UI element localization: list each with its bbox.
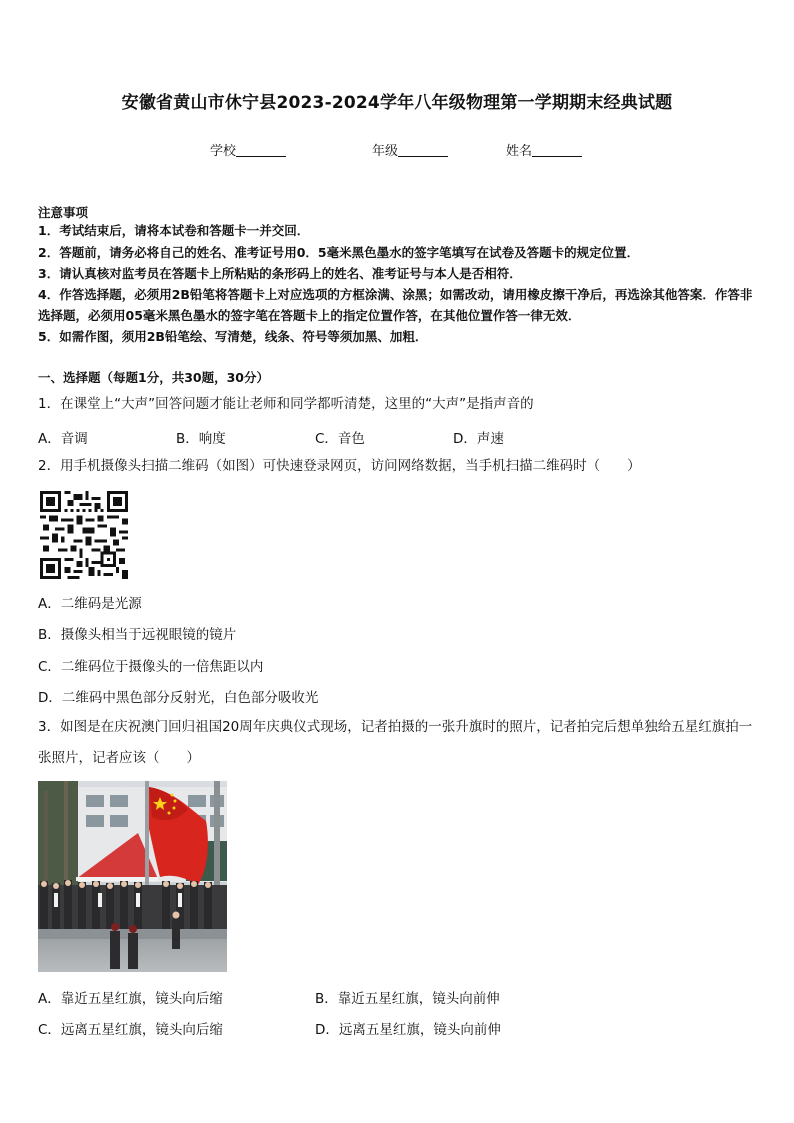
- note-item: 1．考试结束后，请将本试卷和答题卡一并交回．: [38, 223, 310, 238]
- q2-option-b: B．摄像头相当于远视眼镜的镜片: [38, 627, 237, 643]
- grade-blank: [398, 144, 448, 157]
- grade-field: [372, 140, 448, 159]
- q2-option-c: C．二维码位于摄像头的一倍焦距以内: [38, 659, 264, 675]
- notes-heading: 注意事项: [38, 205, 89, 220]
- note-item: 5．如需作图，须用2B铅笔绘、写清楚，线条、符号等须加黑、加粗．: [38, 329, 428, 344]
- name-blank: [532, 144, 582, 157]
- page-title: 安徽省黄山市休宁县2023-2024学年八年级物理第一学期期末经典试题: [121, 93, 673, 113]
- q1-option-b: B．响度: [176, 431, 226, 447]
- qr-code-image: [40, 491, 128, 579]
- note-item: 4．作答选择题，必须用2B铅笔将答题卡上对应选项的方框涂满、涂黑；如需改动，请用橡皮擦干净后，再选涂其他答案．作答非选择题，必须用05毫米黑色墨水的签字笔在答题卡上的指定位置作答，在其他位置作答一律无效．: [38, 287, 753, 323]
- flag-raising-photo: [38, 781, 227, 972]
- q3-option-a: A．靠近五星红旗，镜头向后缩: [38, 991, 223, 1007]
- q3-option-b: B．靠近五星红旗，镜头向前伸: [315, 991, 500, 1007]
- q1-option-c: C．音色: [315, 431, 365, 447]
- name-label: 姓名: [506, 144, 533, 159]
- school-blank: [236, 144, 286, 157]
- section-heading: 一、选择题（每题1分，共30题，30分）: [38, 370, 269, 385]
- grade-label: 年级: [372, 144, 399, 159]
- q3-option-d: D．远离五星红旗，镜头向前伸: [315, 1022, 501, 1038]
- note-item: 3．请认真核对监考员在答题卡上所粘贴的条形码上的姓名、准考证号与本人是否相符．: [38, 266, 522, 281]
- q1-option-d: D．声速: [453, 431, 504, 447]
- q2-option-d: D．二维码中黑色部分反射光，白色部分吸收光: [38, 690, 319, 706]
- school-field: [210, 140, 286, 159]
- q3-option-c: C．远离五星红旗，镜头向后缩: [38, 1022, 223, 1038]
- q1-option-a: A．音调: [38, 431, 88, 447]
- question-1-stem: 1．在课堂上“大声”回答问题才能让老师和同学都听清楚，这里的“大声”是指声音的: [38, 396, 534, 412]
- name-field: [506, 140, 582, 159]
- question-3-stem: 3．如图是在庆祝澳门回归祖国20周年庆典仪式现场，记者拍摄的一张升旗时的照片，记者拍完后想单独给五星红旗拍一张照片，记者应该（ ）: [38, 719, 753, 766]
- q2-option-a: A．二维码是光源: [38, 596, 142, 612]
- question-2-stem: 2．用手机摄像头扫描二维码（如图）可快速登录网页，访问网络数据，当手机扫描二维码时（ ）: [38, 458, 641, 474]
- note-item: 2．答题前，请务必将自己的姓名、准考证号用0．5毫米黑色墨水的签字笔填写在试卷及答题卡的规定位置．: [38, 245, 640, 260]
- school-label: 学校: [210, 144, 237, 159]
